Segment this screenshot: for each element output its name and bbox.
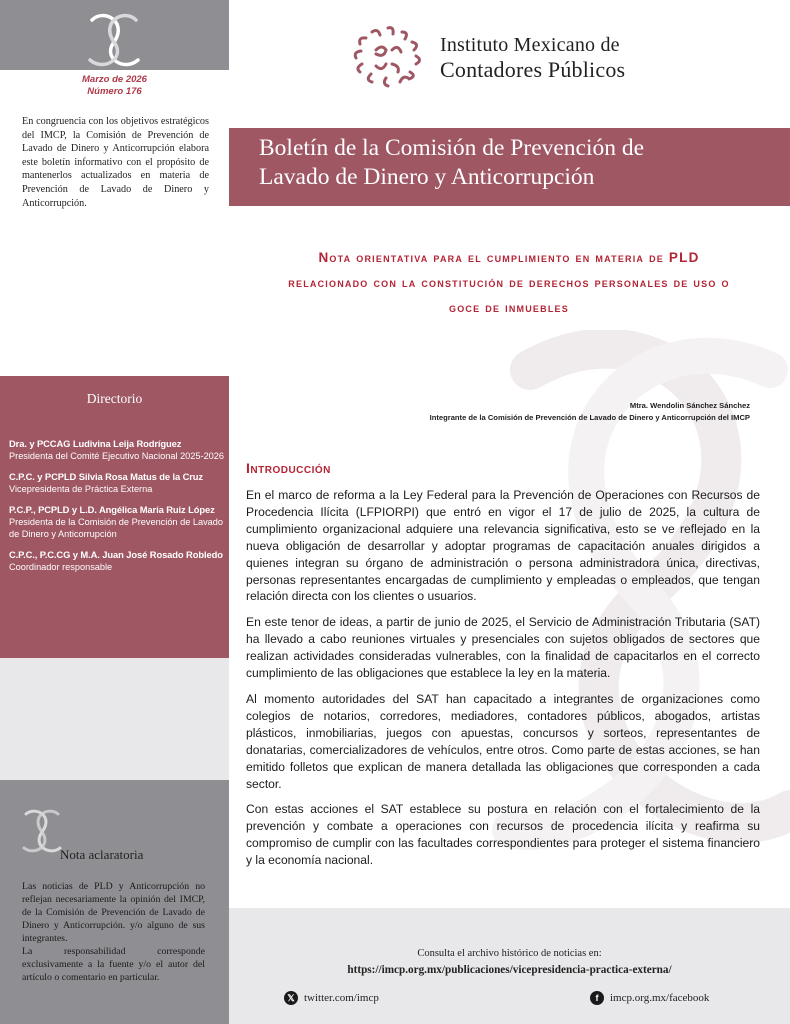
twitter-link[interactable]: [284, 990, 379, 1006]
author-block: [250, 400, 750, 424]
article-body: [246, 487, 760, 878]
person-name: C.P.C., P.C.CG y M.A. Juan José Rosado Robledo: [9, 549, 223, 560]
directory-title: Directorio: [86, 391, 143, 406]
person-role: Vicepresidenta de Práctica Externa: [9, 484, 153, 494]
org-name-line2: Contadores Públicos: [440, 57, 626, 82]
sidebar: [0, 0, 229, 1024]
facebook-link[interactable]: [590, 990, 709, 1006]
body-paragraph: Al momento autoridades del SAT han capacitado a integrantes de organizaciones como colegios de notarios, corredores, mediadores, contadores públicos, abogados, artistas plásticos, inmobiliarias, juegos con apuestas, concursos y sorteos, representantes de donatarias, comercializadores de vehículos, entre otros. Como parte de estas acciones, se han emitido folletos que explican de manera detallada las obligaciones que corresponden a cada sector.: [246, 691, 760, 791]
issue-number: Número 176: [87, 86, 142, 97]
person-name: C.P.C. y PCPLD Silvia Rosa Matus de la Cruz: [9, 471, 204, 482]
note-title: Nota aclaratoria: [60, 847, 144, 862]
sidebar-intro-text: En congruencia con los objetivos estratégicos del IMCP, la Comisión de Prevención de Lavado de Dinero y Anticorrupción elabora este boletín informativo con el propósito de mantenerlos actualizados en materia de Prevención de Lavado de Dinero y Anticorrupción.: [22, 116, 209, 209]
article-title-line1: Nota orientativa para el cumplimiento en materia de PLD: [318, 250, 700, 265]
org-name-line1: Instituto Mexicano de: [440, 34, 620, 56]
bulletin-title: [259, 134, 779, 192]
bulletin-title-line1: Boletín de la Comisión de Prevención de: [259, 135, 645, 161]
archive-caption: Consulta el archivo histórico de noticias en:: [417, 948, 602, 959]
body-paragraph: En el marco de reforma a la Ley Federal para la Prevención de Operaciones con Recursos de Procedencia Ilícita (LFPIORPI) que entró en vigor el 17 de julio de 2025, la cultura de cumplimiento organizacional adquiere una relevancia significativa, esto se ve reflejado en la nueva obligación de desarrollar y adoptar programas de capacitación anuales dirigidos a quienes integran su órgano de administración o persona administradora única, directivas, personas representantes encargadas de cumplimiento y empleadas o empleados, que tengan relación directa con los clientes o usuarios.: [246, 488, 760, 604]
author-name: Mtra. Wendolin Sánchez Sánchez: [629, 401, 750, 410]
imcp-ribbon-logo: [74, 12, 154, 72]
twitter-handle: twitter.com/imcp: [304, 992, 379, 1004]
body-paragraph: En este tenor de ideas, a partir de junio de 2025, el Servicio de Administración Tributaria (SAT) ha llevado a cabo reuniones virtuales y presenciales con sujetos obligados de sectores que realizan actividades consideradas vulnerables, con la finalidad de capacitarlos en el correcto cumplimiento de las obligaciones que establece la ley en la materia.: [246, 615, 760, 681]
body-paragraph: Con estas acciones el SAT establece su postura en relación con el fortalecimiento de la prevención y combate a operaciones con recursos de procedencia ilícita y reafirma su compromiso de cumplir con las facultades correspondientes para proteger el sistema financiero y la economía nacional.: [246, 802, 760, 868]
bulletin-title-line2: Lavado de Dinero y Anticorrupción: [259, 164, 595, 190]
article-title: [250, 245, 768, 320]
article-title-line3: goce de inmuebles: [449, 300, 569, 315]
note-text: [22, 880, 205, 984]
issue-info: [0, 74, 229, 98]
directory-person: [9, 549, 224, 573]
person-role: Presidenta del Comité Ejecutivo Nacional 2025-2026: [9, 451, 225, 461]
section-heading: Introducción: [246, 460, 331, 476]
person-role: Coordinador responsable: [9, 562, 113, 572]
directory-person: [9, 504, 224, 540]
person-role: Presidenta de la Comisión de Prevención de Lavado de Dinero y Anticorrupción: [9, 517, 223, 539]
note-paragraph: La responsabilidad corresponde exclusivamente a la fuente y/o el autor del artículo o comentario en particular.: [22, 946, 205, 983]
facebook-icon: f: [590, 991, 604, 1005]
x-icon: 𝕏: [284, 991, 298, 1005]
article-title-line2: relacionado con la constitución de derechos personales de uso o: [288, 275, 730, 290]
note-paragraph: Las noticias de PLD y Anticorrupción no reflejan necesariamente la opinión del IMCP, de la Comisión de Prevención de Lavado de Dinero y Anticorrupción. y/o alguno de sus integrantes.: [22, 881, 205, 944]
imcp-logo-icon: [352, 26, 424, 88]
person-name: Dra. y PCCAG Ludivina Leija Rodríguez: [9, 438, 182, 449]
directory-person: [9, 438, 224, 462]
issue-date: Marzo de 2026: [82, 74, 147, 85]
directory-list: [9, 438, 224, 582]
author-role: Integrante de la Comisión de Prevención de Lavado de Dinero y Anticorrupción del IMCP: [429, 413, 750, 422]
facebook-handle: imcp.org.mx/facebook: [610, 992, 710, 1004]
directory-person: [9, 471, 224, 495]
archive-link[interactable]: https://imcp.org.mx/publicaciones/vicepresidencia-practica-externa/: [347, 964, 672, 976]
person-name: P.C.P., PCPLD y L.D. Angélica María Ruiz López: [9, 504, 215, 515]
